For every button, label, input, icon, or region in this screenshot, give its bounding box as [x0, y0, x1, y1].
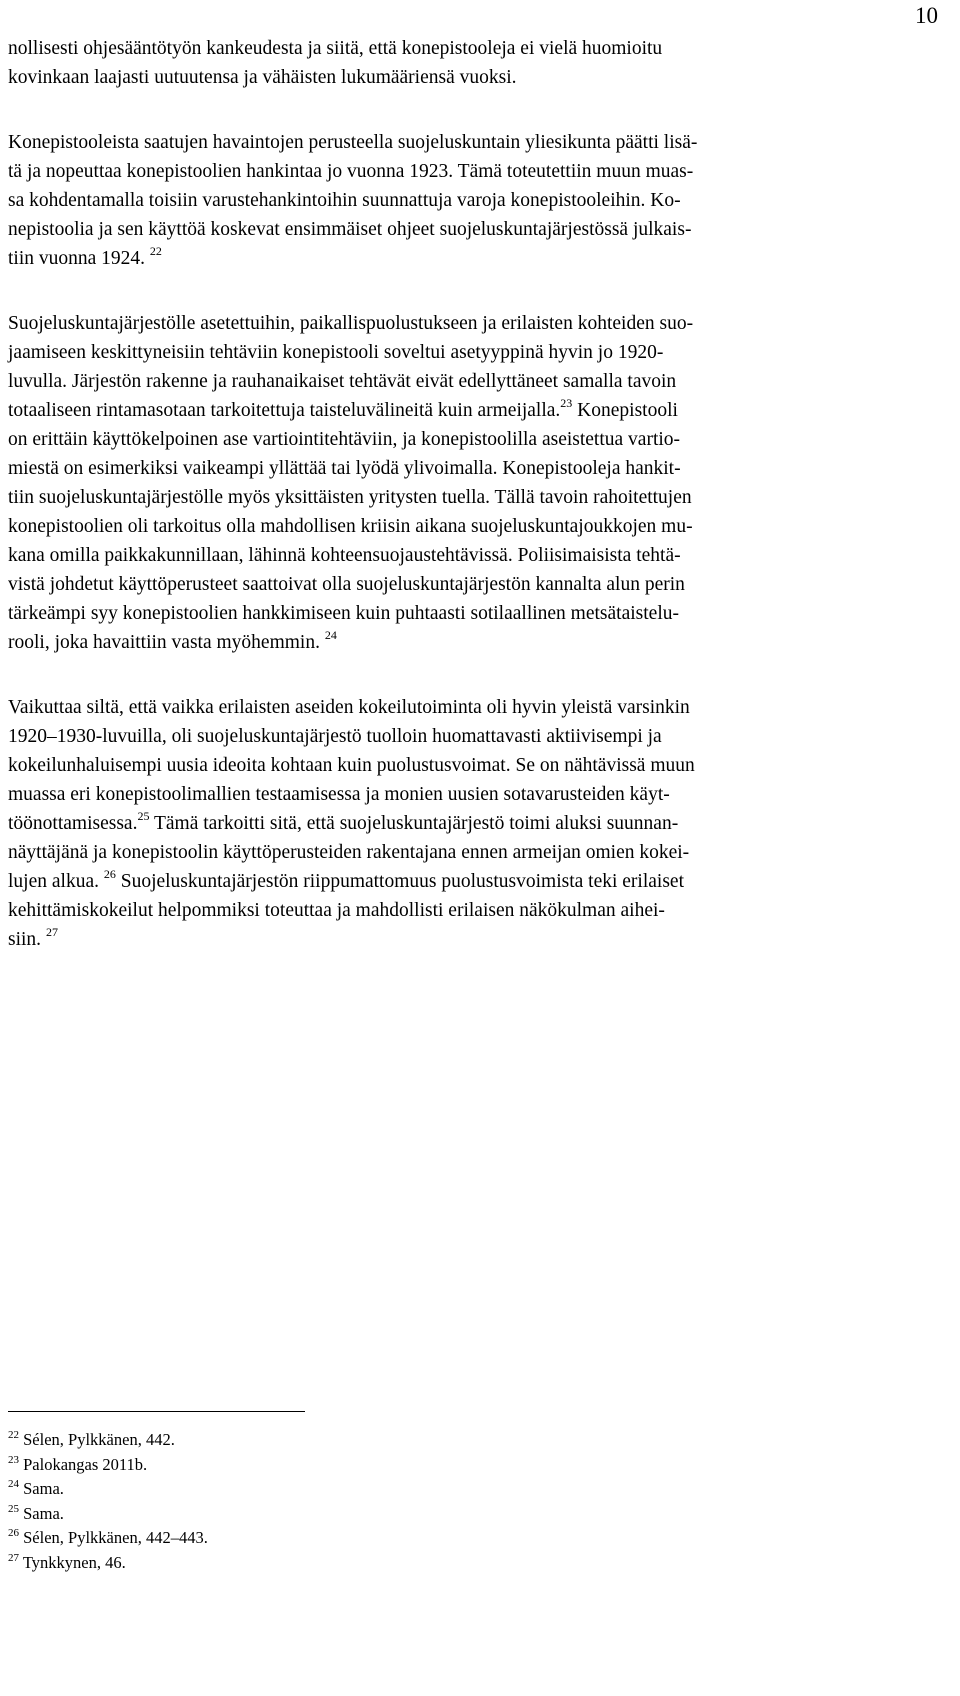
text-line [8, 628, 938, 657]
footnote [8, 1453, 608, 1478]
footnote [8, 1502, 608, 1527]
footnote-text: Sélen, Pylkkänen, 442–443. [23, 1528, 208, 1548]
text-span: Tämä tarkoitti sitä, että suojeluskuntajärjestö toimi aluksi suunnan- [153, 813, 679, 834]
text-line: Suojeluskuntajärjestölle asetettuihin, paikallispuolustukseen ja erilaisten kohteiden suo- [8, 313, 694, 334]
text-line: näyttäjänä ja konepistoolin käyttöperusteiden rakentajana ennen armeijan omien kokei- [8, 842, 690, 863]
text-line: 1920–1930-luvuilla, oli suojeluskuntajärjestö tuolloin huomattavasti aktiivisempi ja [8, 726, 662, 747]
text-line [8, 925, 938, 954]
footnote-reference[interactable]: 23 [560, 396, 573, 410]
footnote [8, 1477, 608, 1502]
footnote-reference[interactable]: 26 [103, 867, 116, 881]
footnote-text: Tynkkynen, 46. [22, 1552, 126, 1572]
text-line: luvulla. Järjestön rakenne ja rauhanaikaiset tehtävät eivät edellyttäneet samalla tavoin [8, 371, 677, 392]
footnote-text: Sama. [23, 1479, 64, 1499]
text-line: nollisesti ohjesääntötyön kankeudesta ja siitä, että konepistooleja ei vielä huomioitu [8, 38, 663, 59]
footnote-reference[interactable]: 27 [45, 925, 58, 939]
text-span: lujen alkua. [8, 871, 99, 892]
text-line: kehittämiskokeilut helpommiksi toteuttaa ja mahdollisti erilaisen näkökulman aihei- [8, 900, 665, 921]
text-line: konepistoolien oli tarkoitus olla mahdollisen kriisin aikana suojeluskuntajoukkojen mu- [8, 516, 693, 537]
text-span: totaaliseen rintamasotaan tarkoitettuja taisteluvälineitä kuin armeijalla. [8, 400, 561, 421]
text-line: tä ja nopeuttaa konepistoolien hankintaa jo vuonna 1923. Tämä toteutettiin muun muas- [8, 161, 694, 182]
text-line [8, 396, 938, 425]
text-line: muassa eri konepistoolimallien testaamisessa ja monien uusien sotavarusteiden käyt- [8, 784, 670, 805]
footnote [8, 1428, 608, 1453]
text-span: rooli, joka havaittiin vasta myöhemmin. [8, 632, 320, 653]
text-line: nepistoolia ja sen käyttöä koskevat ensimmäiset ohjeet suojeluskuntajärjestössä julkais- [8, 219, 692, 240]
footnote-separator [8, 1411, 305, 1412]
footnote [8, 1551, 608, 1576]
text-line: Vaikuttaa siltä, että vaikka erilaisten aseiden kokeilutoiminta oli hyvin yleistä varsinkin [8, 697, 690, 718]
text-line: Konepistooleista saatujen havaintojen perusteella suojeluskuntain yliesikunta päätti lisä- [8, 132, 698, 153]
footnote-text: Palokangas 2011b. [23, 1454, 148, 1474]
footnote-number: 22 [8, 1429, 19, 1441]
body-text [8, 34, 938, 954]
footnote-reference[interactable]: 22 [149, 244, 162, 258]
text-span: Konepistooli [577, 400, 678, 421]
text-line: kana omilla paikkakunnillaan, lähinnä kohteensuojaustehtävissä. Poliisimaisista tehtä- [8, 545, 681, 566]
paragraph [8, 309, 938, 657]
text-span: siin. [8, 929, 42, 950]
footnote-number: 24 [8, 1478, 19, 1491]
footnote-number: 27 [8, 1551, 19, 1564]
text-line: tärkeämpi syy konepistoolien hankkimiseen kuin puhtaasti sotilaallinen metsätaistelu- [8, 603, 679, 624]
text-line: jaamiseen keskittyneisiin tehtäviin konepistooli soveltui asetyyppinä hyvin jo 1920- [8, 342, 664, 363]
footnote [8, 1526, 608, 1551]
text-line [8, 809, 938, 838]
text-span: töönottamisessa. [8, 813, 138, 834]
text-line [8, 867, 938, 896]
footnote-text: Sama. [23, 1503, 64, 1523]
text-span: tiin vuonna 1924. [8, 248, 146, 269]
text-line: tiin suojeluskuntajärjestölle myös yksittäisten yritysten tuella. Tällä tavoin rahoitettujen [8, 487, 692, 508]
text-line: sa kohdentamalla toisiin varustehankintoihin suunnattuja varoja konepistooleihin. Ko- [8, 190, 681, 211]
page-number: 10 [915, 3, 938, 28]
footnote-number: 26 [8, 1527, 19, 1540]
footnotes [8, 1428, 608, 1576]
text-line: miestä on esimerkiksi vaikeampi yllättää tai lyödä ylivoimalla. Konepistooleja hankit- [8, 458, 681, 479]
paragraph [8, 128, 938, 273]
footnote-number: 23 [8, 1453, 19, 1466]
paragraph [8, 693, 938, 954]
text-line: kovinkaan laajasti uutuutensa ja vähäisten lukumääriensä vuoksi. [8, 67, 517, 88]
footnote-number: 25 [8, 1502, 19, 1515]
footnote-reference[interactable]: 25 [137, 809, 150, 823]
text-line: kokeilunhaluisempi uusia ideoita kohtaan kuin puolustusvoimat. Se on nähtävissä muun [8, 755, 695, 776]
text-span: Suojeluskuntajärjestön riippumattomuus puolustusvoimista teki erilaiset [120, 871, 684, 892]
footnote-text: Sélen, Pylkkänen, 442. [23, 1430, 175, 1449]
text-line: on erittäin käyttökelpoinen ase vartiointitehtäviin, ja konepistoolilla aseistettua vartio- [8, 429, 681, 450]
text-line [8, 244, 938, 273]
paragraph [8, 34, 938, 92]
text-line: vistä johdetut käyttöperusteet saattoivat olla suojeluskuntajärjestön kannalta alun perin [8, 574, 685, 595]
footnote-reference[interactable]: 24 [324, 628, 337, 642]
